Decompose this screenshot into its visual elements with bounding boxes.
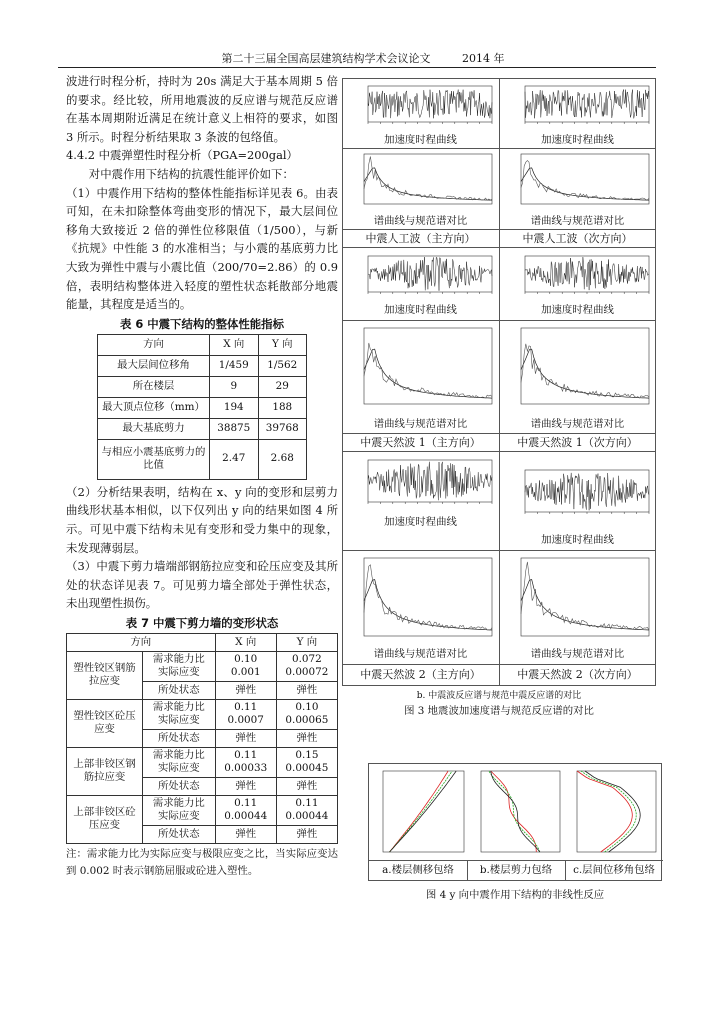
accel-caption-2: 加速度时程曲线 bbox=[541, 134, 614, 146]
table-row bbox=[98, 355, 307, 376]
wave-label: 中震人工波（次方向） bbox=[522, 232, 633, 245]
spectrum-caption-6: 谱曲线与规范谱对比 bbox=[530, 648, 625, 660]
row-divider bbox=[342, 320, 656, 321]
table-cell-value: 0.00044 bbox=[224, 810, 268, 823]
table-cell: 弹性 bbox=[215, 729, 276, 747]
table-cell: 最大基底剪力 bbox=[98, 418, 210, 439]
spectrum-caption-3: 谱曲线与规范谱对比 bbox=[373, 418, 468, 430]
table-cell-value: 0.11 bbox=[234, 748, 258, 761]
table-cell bbox=[215, 651, 276, 681]
row-divider bbox=[342, 247, 656, 248]
table7 bbox=[66, 633, 338, 844]
table-cell bbox=[143, 651, 216, 681]
table-cell: 194 bbox=[210, 397, 259, 418]
accel-caption-4: 加速度时程曲线 bbox=[541, 304, 614, 316]
row-divider bbox=[342, 451, 656, 452]
accel-caption-1: 加速度时程曲线 bbox=[384, 134, 457, 146]
table-cell: 弹性 bbox=[215, 681, 276, 699]
table-cell: 与相应小震基底剪力的比值 bbox=[98, 439, 210, 479]
wave-label: 中震天然波 2（主方向） bbox=[360, 668, 481, 681]
accel-caption-6: 加速度时程曲线 bbox=[541, 534, 614, 546]
plot-frame bbox=[521, 328, 649, 404]
figure4-caption-c: c.层间位移角包络 bbox=[573, 864, 655, 876]
acceleration-trace bbox=[525, 257, 649, 290]
accel-plot-6 bbox=[503, 466, 653, 524]
table-cell-label: 实际应变 bbox=[158, 666, 200, 679]
wave-spectrum-line bbox=[521, 344, 649, 398]
running-header bbox=[72, 50, 654, 66]
figure4-caption-b: b.楼层剪力包络 bbox=[479, 864, 553, 876]
spectrum-plot-4 bbox=[503, 324, 653, 414]
table-cell: 所处状态 bbox=[143, 729, 216, 747]
plot-frame bbox=[368, 460, 492, 502]
table-cell: 弹性 bbox=[215, 777, 276, 795]
spectrum-plot-6 bbox=[503, 554, 653, 646]
plot-frame bbox=[364, 328, 492, 404]
envelope-series-line bbox=[390, 771, 449, 852]
table-cell bbox=[215, 699, 276, 729]
table-cell: 2.68 bbox=[258, 439, 307, 479]
figure3-divider bbox=[499, 78, 500, 686]
paragraph-item-2: （2）分析结果表明，结构在 x、y 向的变形和层剪力曲线形状基本相似，以下仅列出 y 向的结果如图 4 所示。可见中震下结构未见有变形和受力集中的现象，未发现薄弱层。 bbox=[66, 484, 338, 555]
story-drift-plot bbox=[373, 766, 467, 858]
acceleration-trace bbox=[525, 90, 649, 119]
table-cell-value: 0.10 bbox=[234, 652, 258, 665]
row-divider bbox=[342, 664, 656, 665]
paragraph-intro: 波进行时程分析，持时为 20s 满足大于基本周期 5 倍的要求。经比较，所用地震波的反应谱与规范反应谱在基本周期附近满足在统计意义上相符的要求，如图 3 所示。时程分析结果取 3 条波的包络值。 bbox=[66, 74, 338, 144]
spectrum-caption-2: 谱曲线与规范谱对比 bbox=[530, 215, 625, 227]
table-cell: 1/459 bbox=[210, 355, 259, 376]
acceleration-trace bbox=[368, 462, 492, 500]
table-cell: 所在楼层 bbox=[98, 376, 210, 397]
wave-spectrum-line bbox=[364, 157, 492, 201]
plot-frame bbox=[368, 256, 492, 292]
table-cell-value: 0.00065 bbox=[285, 714, 329, 727]
table-cell-value: 0.11 bbox=[234, 700, 258, 713]
table-cell: 2.47 bbox=[210, 439, 259, 479]
table-cell: 最大顶点位移（mm） bbox=[98, 397, 210, 418]
row-divider bbox=[342, 229, 656, 230]
table-cell-label: 需求能力比 bbox=[152, 700, 205, 713]
table6-title: 表 6 中震下结构的整体性能指标 bbox=[120, 316, 284, 331]
row-divider bbox=[342, 433, 656, 434]
envelope-series-line bbox=[491, 771, 540, 852]
spectrum-plot-2 bbox=[503, 150, 653, 214]
table-cell-value: 0.10 bbox=[295, 700, 319, 713]
table-cell-value: 0.11 bbox=[234, 796, 258, 809]
table-row bbox=[67, 651, 338, 681]
table-cell-value: 0.00033 bbox=[224, 762, 268, 775]
table-cell: 9 bbox=[210, 376, 259, 397]
table-group-cell: 上部非铰区砼压应变 bbox=[67, 795, 143, 843]
interstory-drift-plot bbox=[567, 766, 659, 858]
figure3-caption: 图 3 地震波加速度谱与规范反应谱的对比 bbox=[404, 705, 594, 717]
row-divider bbox=[342, 148, 656, 149]
wave-spectrum-line bbox=[364, 343, 492, 398]
table-cell-label: 实际应变 bbox=[158, 714, 200, 727]
wave-label: 中震天然波 1（主方向） bbox=[360, 436, 481, 449]
table-row bbox=[98, 418, 307, 439]
table-header-cell: 方向 bbox=[67, 633, 216, 651]
table-cell-label: 需求能力比 bbox=[152, 652, 205, 665]
figure3 bbox=[342, 78, 656, 718]
table-group-cell: 塑性铰区砼压应变 bbox=[67, 699, 143, 747]
left-column bbox=[66, 72, 338, 880]
figure4-caption-a: a.楼层侧移包络 bbox=[382, 864, 454, 876]
table-row bbox=[98, 376, 307, 397]
table-cell bbox=[276, 747, 337, 777]
wave-label: 中震人工波（主方向） bbox=[365, 232, 476, 245]
acceleration-trace bbox=[368, 90, 492, 119]
figure4 bbox=[368, 763, 662, 881]
table-header-cell: X 向 bbox=[215, 633, 276, 651]
table-cell: 所处状态 bbox=[143, 681, 216, 699]
table-cell bbox=[276, 699, 337, 729]
table-cell: 弹性 bbox=[276, 729, 337, 747]
table-cell: 29 bbox=[258, 376, 307, 397]
table-header-cell: X 向 bbox=[210, 334, 259, 355]
header-year: 2014 年 bbox=[461, 52, 505, 65]
table-cell-value: 0.072 bbox=[292, 652, 322, 665]
wave-spectrum-line bbox=[521, 562, 649, 630]
table-cell: 38875 bbox=[210, 418, 259, 439]
table-row bbox=[67, 747, 338, 777]
table-row bbox=[98, 397, 307, 418]
header-title: 第二十三届全国高层建筑结构学术会议论文 bbox=[221, 52, 431, 65]
acceleration-trace bbox=[368, 257, 492, 291]
story-shear-plot bbox=[471, 766, 563, 858]
table-cell: 弹性 bbox=[276, 681, 337, 699]
spectrum-caption-5: 谱曲线与规范谱对比 bbox=[373, 648, 468, 660]
plot-frame bbox=[364, 558, 492, 636]
figure4-caption: 图 4 y 向中震作用下结构的非线性反应 bbox=[425, 889, 605, 901]
table6 bbox=[97, 334, 307, 480]
paragraph-evaluation: 对中震作用下结构的抗震性能评价如下： bbox=[88, 166, 294, 181]
accel-caption-3: 加速度时程曲线 bbox=[384, 304, 457, 316]
wave-spectrum-line bbox=[521, 161, 649, 201]
table-cell bbox=[215, 795, 276, 825]
wave-label: 中震天然波 2（次方向） bbox=[517, 668, 638, 681]
table-cell-value: 0.0007 bbox=[227, 714, 264, 727]
acceleration-trace bbox=[525, 473, 649, 510]
code-spectrum-line bbox=[521, 349, 649, 398]
table-cell: 最大层间位移角 bbox=[98, 355, 210, 376]
table-cell-value: 0.11 bbox=[295, 796, 319, 809]
paragraph-item-1: （1）中震作用下结构的整体性能指标详见表 6。由表可知，在未扣除整体弯曲变形的情况下，最大层间位移角大致接近 2 倍的弹性位移限值（1/500），与新《抗规》中性能 3 的水准相当；与小震的基底剪力比大致为弹性中震与小震比值（200/70=2.86）的 0.9 倍，表明结构整体进入轻度的塑性状态耗散部分地震能量，其程度是适当的。 bbox=[66, 185, 338, 312]
table-header-cell: Y 向 bbox=[276, 633, 337, 651]
figure3-subcaption: b. 中震波反应谱与规范中震反应谱的对比 bbox=[416, 691, 582, 701]
table-cell-label: 实际应变 bbox=[158, 810, 200, 823]
table-cell-value: 0.00044 bbox=[285, 810, 329, 823]
table-cell: 弹性 bbox=[215, 825, 276, 843]
table-header-row bbox=[98, 334, 307, 355]
code-spectrum-line bbox=[521, 168, 649, 200]
table-cell-value: 0.00072 bbox=[285, 666, 329, 679]
accel-plot-3 bbox=[346, 252, 496, 304]
table-cell-value: 0.00045 bbox=[285, 762, 329, 775]
section-heading: 4.4.2 中震弹塑性时程分析（PGA=200gal） bbox=[66, 148, 298, 163]
accel-plot-5 bbox=[346, 456, 496, 514]
table-cell-label: 实际应变 bbox=[158, 762, 200, 775]
table-cell: 弹性 bbox=[276, 825, 337, 843]
table-header-row bbox=[67, 633, 338, 651]
table-cell: 1/562 bbox=[258, 355, 307, 376]
spectrum-plot-1 bbox=[346, 150, 496, 214]
code-spectrum-line bbox=[364, 168, 492, 200]
plot-frame bbox=[521, 558, 649, 636]
row-divider bbox=[369, 860, 663, 861]
wave-spectrum-line bbox=[364, 565, 492, 630]
paragraph-item-3: （3）中震下剪力墙端部钢筋拉应变和砼压应变及其所处的状态详见表 7。可见剪力墙全部处于弹性状态，未出现塑性损伤。 bbox=[66, 559, 338, 611]
table-cell bbox=[143, 795, 216, 825]
table-cell-label: 需求能力比 bbox=[152, 796, 205, 809]
table-cell-value: 0.15 bbox=[295, 748, 319, 761]
spectrum-caption-1: 谱曲线与规范谱对比 bbox=[373, 215, 468, 227]
wave-label: 中震天然波 1（次方向） bbox=[517, 436, 638, 449]
table-cell: 39768 bbox=[258, 418, 307, 439]
table7-note: 注：需求能力比为实际应变与极限应变之比，当实际应变达到 0.002 时表示钢筋屈服或砼进入塑性。 bbox=[66, 847, 338, 877]
envelope-series-line bbox=[489, 771, 540, 852]
header-rule bbox=[58, 67, 656, 68]
table-row bbox=[98, 439, 307, 479]
table-cell bbox=[143, 699, 216, 729]
table-cell: 188 bbox=[258, 397, 307, 418]
table-cell-label: 需求能力比 bbox=[152, 748, 205, 761]
table7-title: 表 7 中震下剪力墙的变形状态 bbox=[125, 615, 279, 630]
table-cell: 所处状态 bbox=[143, 825, 216, 843]
code-spectrum-line bbox=[521, 580, 649, 630]
plot-frame bbox=[481, 771, 560, 852]
table-cell bbox=[143, 747, 216, 777]
spectrum-caption-4: 谱曲线与规范谱对比 bbox=[530, 418, 625, 430]
accel-plot-1 bbox=[346, 82, 496, 134]
row-divider bbox=[342, 550, 656, 551]
table-cell bbox=[276, 795, 337, 825]
table-group-cell: 塑性铰区钢筋拉应变 bbox=[67, 651, 143, 699]
table-group-cell: 上部非铰区钢筋拉应变 bbox=[67, 747, 143, 795]
table-cell-value: 0.001 bbox=[230, 666, 261, 679]
accel-caption-5: 加速度时程曲线 bbox=[384, 516, 457, 528]
table-row bbox=[67, 699, 338, 729]
spectrum-plot-3 bbox=[346, 324, 496, 414]
spectrum-plot-5 bbox=[346, 554, 496, 646]
table-header-cell: Y 向 bbox=[258, 334, 307, 355]
table-cell: 所处状态 bbox=[143, 777, 216, 795]
table-row bbox=[67, 795, 338, 825]
accel-plot-2 bbox=[503, 82, 653, 134]
table-cell bbox=[276, 651, 337, 681]
table-header-cell: 方向 bbox=[98, 334, 210, 355]
accel-plot-4 bbox=[503, 252, 653, 304]
table-cell bbox=[215, 747, 276, 777]
table-cell: 弹性 bbox=[276, 777, 337, 795]
